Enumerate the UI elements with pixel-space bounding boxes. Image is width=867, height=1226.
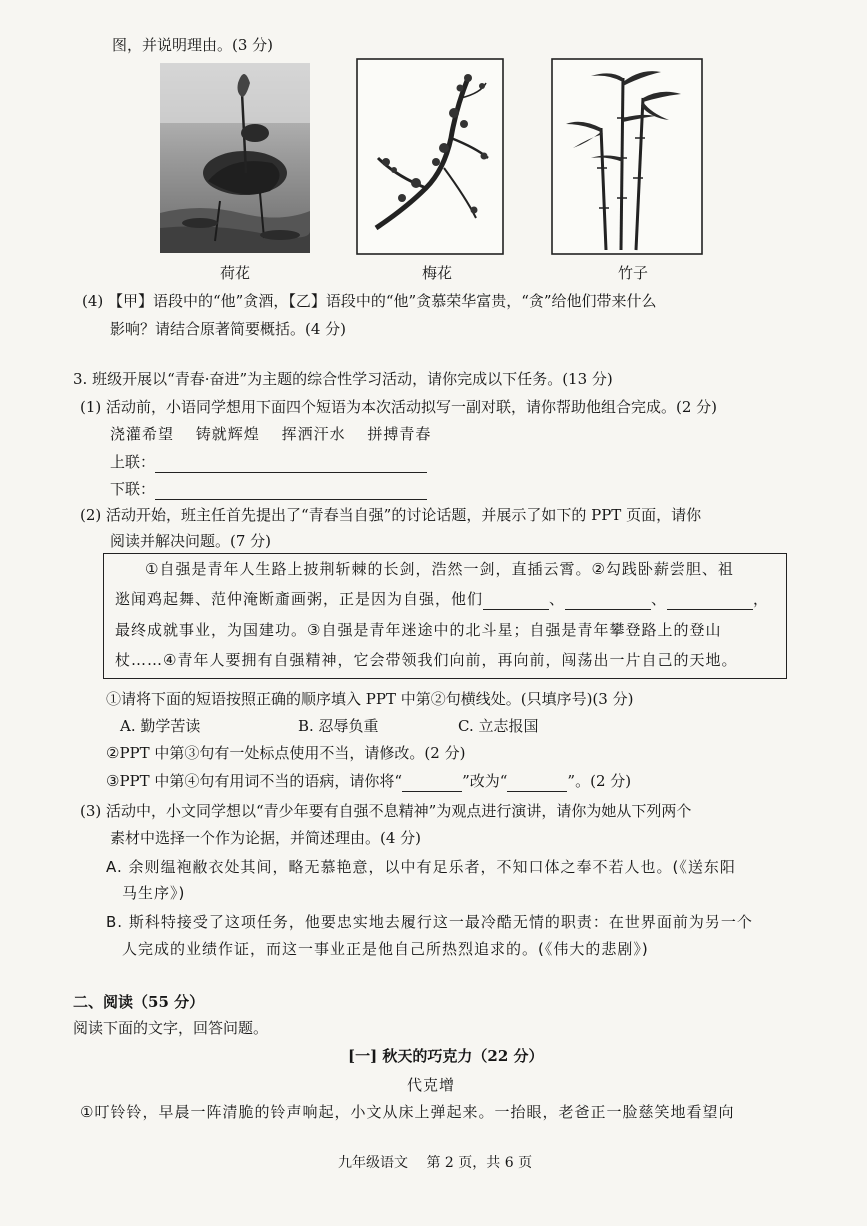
sub-question-3-text-a: ③PPT 中第④句有用词不当的语病，请你将“ <box>106 772 403 790</box>
upper-couplet-row <box>110 451 427 473</box>
material-a-line1: A. 余则缊袍敝衣处其间，略无慕艳意，以中有足乐者，不知口体之奉不若人也。(《送东阳 <box>106 858 736 876</box>
ppt-line2-text: 逖闻鸡起舞、范仲淹断齑画粥，正是因为自强，他们 <box>115 590 484 608</box>
figure-caption-lotus: 荷花 <box>219 264 250 282</box>
passage-first-line: ①叮铃铃，早晨一阵清脆的铃声响起，小文从床上弹起来。一抬眼，老爸正一脸慈笑地看望向 <box>80 1103 735 1121</box>
ppt-line2 <box>115 588 769 610</box>
option-a: A. 勤学苦读 <box>120 717 201 735</box>
bamboo-painting-icon <box>551 58 703 255</box>
ppt-blank-1[interactable] <box>483 609 549 610</box>
ppt-line2-end: ， <box>753 590 770 608</box>
sub-question-3-text-c: ”。(2 分) <box>567 772 632 790</box>
question-3-1: (1) 活动前，小语同学想用下面四个短语为本次活动拟写一副对联，请你帮助他组合完成。(2 分) <box>80 398 718 416</box>
material-b-line1: B. 斯科特接受了这项任务，他要忠实地去履行这一最冷酷无情的职责：在世界面前为另一个 <box>106 913 753 931</box>
question-3-3-line2: 素材中选择一个作为论据，并简述理由。(4 分) <box>110 829 422 847</box>
question-3-title: 3. 班级开展以“青春·奋进”为主题的综合性学习活动，请你完成以下任务。(13 分) <box>73 370 613 388</box>
option-c: C. 立志报国 <box>458 717 539 735</box>
plum-blossom-painting-icon <box>356 58 504 255</box>
passage-title: [一] 秋天的巧克力（22 分） <box>348 1047 544 1065</box>
passage-author: 代克增 <box>407 1076 456 1094</box>
question-3-2-line2: 阅读并解决问题。(7 分) <box>110 532 272 550</box>
phrase-3: 挥洒汗水 <box>281 425 346 443</box>
question-2-4-line2: 影响？请结合原著简要概括。(4 分) <box>110 320 347 338</box>
lower-couplet-blank[interactable] <box>155 499 427 500</box>
question-2-4-line1: (4) 【甲】语段中的“他”贪酒，【乙】语段中的“他”贪慕荣华富贵，“贪”给他们带来什么 <box>82 292 657 310</box>
upper-couplet-blank[interactable] <box>155 472 427 473</box>
ppt-blank-3[interactable] <box>667 609 753 610</box>
lotus-painting-icon <box>160 63 310 253</box>
ppt-sep-1: 、 <box>549 590 566 608</box>
ppt-blank-2[interactable] <box>565 609 651 610</box>
question-3-2-line1: (2) 活动开始，班主任首先提出了“青春当自强”的讨论话题，并展示了如下的 PPT 页面，请你 <box>80 506 702 524</box>
question-3-3-line1: (3) 活动中，小文同学想以“青少年要有自强不息精神”为观点进行演讲，请你为她从下列两个 <box>80 802 692 820</box>
option-b: B. 忍辱负重 <box>298 717 379 735</box>
wrong-word-blank[interactable] <box>402 791 462 792</box>
figure-caption-bamboo: 竹子 <box>617 264 648 282</box>
lower-couplet-label: 下联： <box>110 480 156 498</box>
section-2-title: 二、阅读（55 分） <box>73 993 205 1011</box>
correct-word-blank[interactable] <box>507 791 567 792</box>
material-b-line2: 人完成的业绩作证，而这一事业正是他自己所热烈追求的。(《伟大的悲剧》) <box>122 940 649 958</box>
section-2-intro: 阅读下面的文字，回答问题。 <box>73 1019 269 1037</box>
phrase-4: 拼搏青春 <box>367 425 432 443</box>
phrase-list <box>110 423 431 445</box>
question-continuation: 图，并说明理由。(3 分) <box>112 36 274 54</box>
figure-caption-plum: 梅花 <box>421 264 452 282</box>
sub-question-3 <box>106 770 631 792</box>
ppt-line3: 最终成就事业，为国建功。③自强是青年迷途中的北斗星；自强是青年攀登路上的登山 <box>115 621 722 639</box>
sub-question-3-text-b: ”改为“ <box>462 772 508 790</box>
lower-couplet-row <box>110 478 427 500</box>
sub-question-1: ①请将下面的短语按照正确的顺序填入 PPT 中第②句横线处。(只填序号)(3 分) <box>106 690 634 708</box>
phrase-1: 浇灌希望 <box>110 425 175 443</box>
upper-couplet-label: 上联： <box>110 453 156 471</box>
page-footer: 九年级语文 第 2 页，共 6 页 <box>338 1155 533 1171</box>
sub-question-2: ②PPT 中第③句有一处标点使用不当，请修改。(2 分) <box>106 744 466 762</box>
material-a-line2: 马生序》) <box>122 884 186 902</box>
ppt-sep-2: 、 <box>651 590 668 608</box>
ppt-line1: ①自强是青年人生路上披荆斩棘的长剑，浩然一剑，直插云霄。②勾践卧薪尝胆、祖 <box>145 560 734 578</box>
phrase-2: 铸就辉煌 <box>195 425 260 443</box>
ppt-line4: 杖……④青年人要拥有自强精神，它会带领我们向前，再向前，闯荡出一片自己的天地。 <box>115 651 738 669</box>
